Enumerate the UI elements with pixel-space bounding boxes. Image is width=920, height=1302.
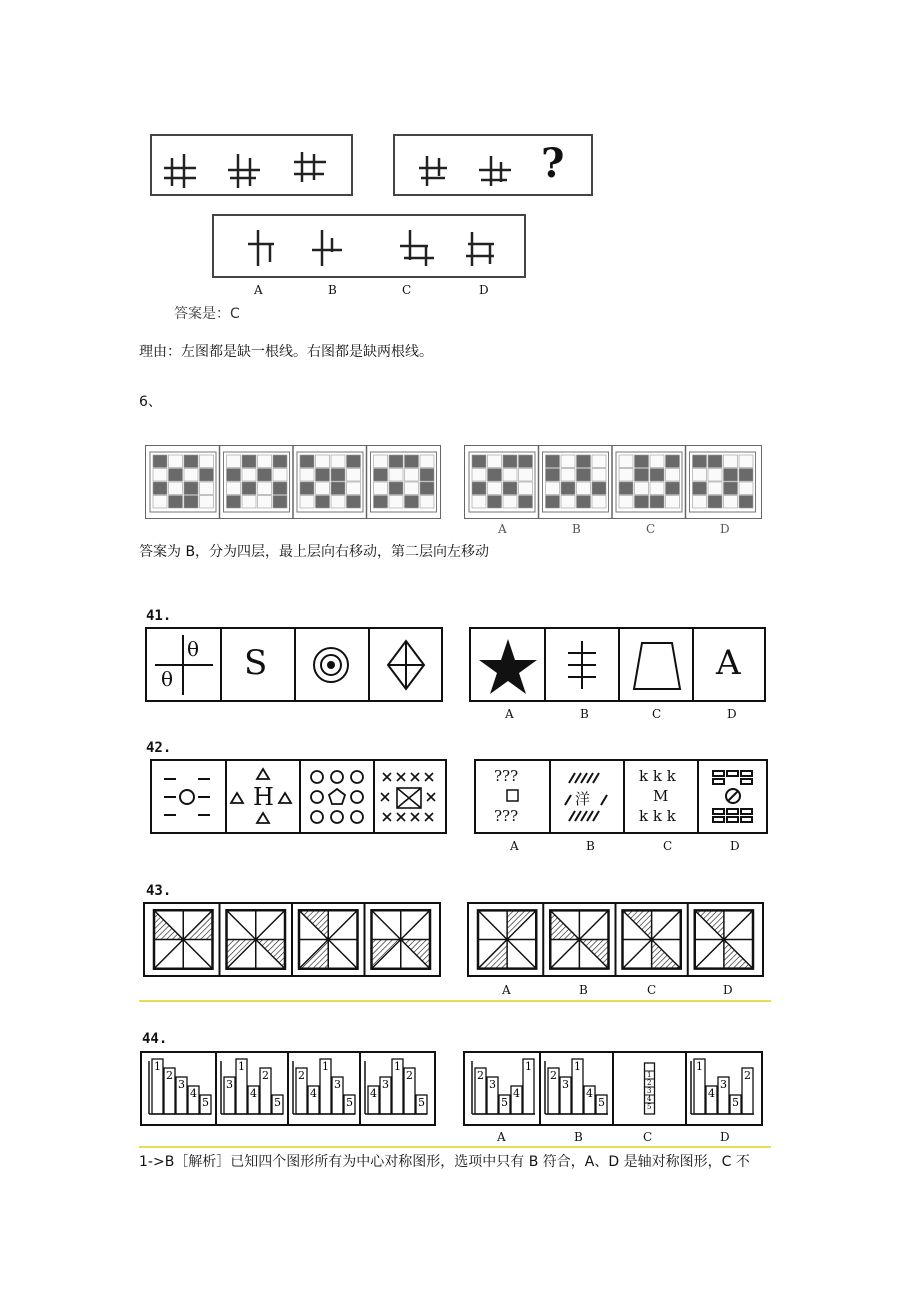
q42-opt-a (476, 761, 551, 832)
svg-text:4: 4 (647, 1095, 652, 1103)
q6-grid-cell (561, 482, 575, 495)
svg-text:1: 1 (394, 1060, 401, 1073)
q44-label-a: A (497, 1130, 506, 1144)
q5-left-glyphs (152, 136, 352, 196)
q6-grid-cell (153, 482, 167, 495)
q42-opt-b (551, 761, 625, 832)
q6-grid-cell (472, 496, 486, 509)
q6-grid-cell (724, 496, 738, 509)
q6-grid-cell (389, 496, 403, 509)
q41-q-cell-4 (370, 629, 443, 700)
q6-grid-cell (227, 455, 241, 468)
svg-text:5: 5 (202, 1096, 209, 1109)
q42-label-d: D (730, 839, 740, 853)
q6-grid-2 (224, 446, 294, 518)
q43-number: 43. (146, 883, 172, 899)
q43-label-c: C (647, 983, 657, 997)
q6-grid-cell (592, 496, 606, 509)
q6-label-a: A (498, 522, 507, 536)
svg-text:3: 3 (382, 1078, 389, 1091)
q41-opt-d (694, 629, 766, 700)
q5-question-mark: ? (541, 140, 565, 187)
q6-grid-cell (242, 455, 256, 468)
svg-text:4: 4 (190, 1087, 197, 1100)
q6-grid-set (146, 446, 440, 518)
q6-grid-cell (546, 455, 560, 468)
q6-grid-cell (739, 496, 753, 509)
svg-text:3: 3 (720, 1078, 727, 1091)
q6-grid-4 (371, 452, 437, 512)
q6-grid-cell (300, 496, 314, 509)
q42-letter-m: M (653, 787, 669, 805)
q6-grid-cell (693, 496, 707, 509)
q42-q-cell-1 (152, 761, 227, 832)
q6-grid-cell (693, 482, 707, 495)
q41-concentric-circles (296, 629, 368, 701)
q5-right-panel (393, 134, 593, 196)
q6-grid-cell (577, 469, 591, 482)
q5-option-glyphs (214, 216, 524, 276)
q6-grid-cell (331, 455, 345, 468)
q6-grid-cell (184, 469, 198, 482)
q6-grid-cell (635, 482, 649, 495)
q5-reason: 理由：左图都是缺一根线。右图都是缺两根线。 (139, 344, 433, 360)
q44-label-d: D (720, 1130, 730, 1144)
q6-grid-cell (592, 455, 606, 468)
q42-kkk-bottom: k k k (639, 807, 676, 825)
q6-grid-cell (300, 469, 314, 482)
q6-label-b: B (572, 522, 581, 536)
q42-q-cell-3 (301, 761, 375, 832)
q6-grid-cell (635, 455, 649, 468)
q42-label-b: B (586, 839, 595, 853)
svg-text:4: 4 (370, 1087, 377, 1100)
q43-square-set (145, 904, 439, 975)
q44-question-panel (140, 1051, 436, 1126)
q6-grid-cell (503, 496, 517, 509)
q43-square-set (469, 904, 762, 975)
q42-crosses-box (375, 761, 447, 833)
q6-grid-cell (227, 496, 241, 509)
q6-grid-cell (693, 455, 707, 468)
q6-grid-1 (469, 446, 539, 518)
svg-text:1: 1 (696, 1060, 703, 1073)
q6-grid-cell (273, 469, 287, 482)
q6-grid-3 (616, 446, 686, 518)
q6-grid-cell (405, 482, 419, 495)
svg-text:2: 2 (406, 1069, 413, 1082)
q6-grid-cell (200, 482, 214, 495)
q6-grid-cell (650, 496, 664, 509)
q6-grid-cell (592, 482, 606, 495)
svg-text:3: 3 (334, 1078, 341, 1091)
q6-grid-cell (374, 496, 388, 509)
q6-grid-set (465, 446, 759, 518)
q6-grid-cell (503, 455, 517, 468)
q6-grid-cell (153, 469, 167, 482)
q5-left-panel (150, 134, 353, 196)
q6-grid-cell (331, 482, 345, 495)
q6-grid-cell (472, 482, 486, 495)
svg-text:2: 2 (298, 1069, 305, 1082)
svg-text:3: 3 (562, 1078, 569, 1091)
q6-grid-cell (635, 469, 649, 482)
q6-grid-cell (316, 482, 330, 495)
q6-grid-cell (420, 496, 434, 509)
q44-bar-set (142, 1053, 434, 1124)
q42-kkk-top: k k k (639, 767, 676, 785)
q6-grid-cell (227, 482, 241, 495)
q6-grid-cell (488, 496, 502, 509)
q6-grid-cell (619, 455, 633, 468)
q5-label-b: B (328, 283, 337, 297)
q6-grid-cell (300, 482, 314, 495)
q6-grid-cell (666, 455, 680, 468)
q6-grid-cell (546, 482, 560, 495)
q6-grid-cell (316, 469, 330, 482)
q6-grid-cell (374, 482, 388, 495)
q44-options-panel (463, 1051, 763, 1126)
q6-grid-cell (273, 482, 287, 495)
q6-grid-cell (708, 469, 722, 482)
q6-grid-cell (389, 469, 403, 482)
svg-text:1: 1 (574, 1060, 581, 1073)
q5-label-a: A (254, 283, 263, 297)
svg-text:2: 2 (647, 1079, 652, 1087)
q41-theta-bottom: θ (161, 667, 174, 691)
q6-grid-cell (258, 469, 272, 482)
q6-grid-cell (169, 455, 183, 468)
q6-grid-cell (347, 455, 361, 468)
q44-explanation: 1->B［解析］已知四个图形所有为中心对称图形，选项中只有 B 符合，A、D 是轴对称图形，C 不 (139, 1154, 750, 1170)
q6-grid-cell (347, 482, 361, 495)
q43-label-b: B (579, 983, 588, 997)
q6-grid-cell (519, 482, 533, 495)
svg-text:2: 2 (550, 1069, 557, 1082)
q6-grid-1 (150, 446, 220, 518)
q6-grid-cell (200, 455, 214, 468)
q6-grid-cell (316, 496, 330, 509)
q41-opt-a (471, 629, 546, 700)
q5-options-panel (212, 214, 526, 278)
q5-label-c: C (402, 283, 412, 297)
q6-grid-cell (577, 455, 591, 468)
q6-grid-cell (650, 455, 664, 468)
q42-dashes-circle (152, 761, 226, 833)
q6-grid-2 (543, 446, 613, 518)
q6-grid-cell (420, 482, 434, 495)
svg-text:2: 2 (477, 1069, 484, 1082)
svg-text:4: 4 (586, 1087, 593, 1100)
q6-grid-cell (503, 482, 517, 495)
svg-text:4: 4 (250, 1087, 257, 1100)
q6-grid-cell (316, 455, 330, 468)
svg-text:5: 5 (647, 1103, 652, 1111)
q6-grid-cell (739, 482, 753, 495)
q6-grid-4 (690, 452, 756, 512)
q6-grid-cell (405, 496, 419, 509)
q6-answer: 答案为 B，分为四层，最上层向右移动，第二层向左移动 (139, 544, 490, 560)
q6-grid-cell (708, 496, 722, 509)
q6-grid-cell (546, 496, 560, 509)
svg-text:3: 3 (226, 1078, 233, 1091)
q41-label-c: C (652, 707, 662, 721)
q6-grid-cell (200, 469, 214, 482)
svg-text:5: 5 (274, 1096, 281, 1109)
q41-theta-top: θ (187, 637, 200, 661)
q42-number: 42. (146, 740, 172, 756)
q6-label-c: C (646, 522, 656, 536)
q6-grid-cell (227, 469, 241, 482)
q6-grid-cell (347, 496, 361, 509)
svg-text:2: 2 (744, 1069, 751, 1082)
q6-grid-cell (273, 496, 287, 509)
q6-grid-cell (184, 455, 198, 468)
q42-q-cell-4 (375, 761, 447, 832)
q6-grid-cell (389, 455, 403, 468)
q42-opt-c (625, 761, 699, 832)
q5-answer: 答案是：C (174, 306, 240, 322)
svg-text:2: 2 (262, 1069, 269, 1082)
q42-qmarks-bottom: ??? (494, 807, 519, 825)
q41-options-panel (469, 627, 766, 702)
q42-blocks-circle (699, 761, 769, 833)
q6-grid-cell (347, 469, 361, 482)
q42-options-panel (474, 759, 768, 834)
q6-grid-cell (169, 496, 183, 509)
q41-letter-a: A (716, 643, 741, 683)
q6-grid-cell (666, 482, 680, 495)
q6-grid-cell (242, 482, 256, 495)
q42-q-cell-2 (227, 761, 301, 832)
q42-qmarks-top: ??? (494, 767, 519, 785)
q6-grid-cell (374, 455, 388, 468)
q6-grid-cell (546, 469, 560, 482)
q6-grid-cell (169, 469, 183, 482)
svg-text:3: 3 (647, 1087, 652, 1095)
q6-grid-cell (488, 455, 502, 468)
q41-opt-c (620, 629, 694, 700)
q6-grid-cell (488, 482, 502, 495)
q44-bar-set (465, 1053, 761, 1124)
separator-line (139, 1000, 771, 1002)
svg-text:2: 2 (166, 1069, 173, 1082)
q6-grid-cell (650, 469, 664, 482)
q6-grid-cell (153, 496, 167, 509)
q6-grid-cell (300, 455, 314, 468)
q6-grid-cell (405, 469, 419, 482)
svg-text:3: 3 (489, 1078, 496, 1091)
separator-line (139, 1146, 771, 1148)
q44-number: 44. (142, 1031, 168, 1047)
q41-label-d: D (727, 707, 737, 721)
svg-text:5: 5 (732, 1096, 739, 1109)
q43-label-a: A (502, 983, 511, 997)
q6-grid-cell (561, 469, 575, 482)
q6-grid-cell (169, 482, 183, 495)
svg-text:1: 1 (322, 1060, 329, 1073)
q6-grid-cell (577, 496, 591, 509)
q6-label-d: D (720, 522, 730, 536)
q6-grid-cell (242, 469, 256, 482)
q6-grid-cell (405, 455, 419, 468)
q6-grid-cell (708, 455, 722, 468)
q6-grid-cell (693, 469, 707, 482)
q6-grid-cell (650, 482, 664, 495)
q6-grid-cell (258, 496, 272, 509)
q6-grid-cell (666, 469, 680, 482)
q6-grid-cell (561, 455, 575, 468)
q41-q-cell-3 (296, 629, 370, 700)
q6-grid-cell (258, 455, 272, 468)
q6-grid-cell (488, 469, 502, 482)
q6-grid-cell (561, 496, 575, 509)
q6-grid-cell (724, 482, 738, 495)
q42-opt-d (699, 761, 768, 832)
q6-grid-cell (273, 455, 287, 468)
q5-label-d: D (479, 283, 489, 297)
svg-text:5: 5 (346, 1096, 353, 1109)
q6-grid-cell (577, 482, 591, 495)
svg-text:3: 3 (178, 1078, 185, 1091)
svg-text:5: 5 (598, 1096, 605, 1109)
q6-grid-3 (297, 446, 367, 518)
q6-grid-cell (619, 482, 633, 495)
q44-label-b: B (574, 1130, 583, 1144)
q6-number: 6、 (139, 394, 162, 410)
q41-cross-theta (147, 629, 221, 701)
q6-grid-cell (420, 469, 434, 482)
q43-options-panel (467, 902, 764, 977)
q42-question-panel (150, 759, 447, 834)
q41-diamond (370, 629, 442, 701)
q6-grid-cell (200, 496, 214, 509)
q6-grid-cell (258, 482, 272, 495)
svg-text:4: 4 (310, 1087, 317, 1100)
q41-label-b: B (580, 707, 589, 721)
q6-grid-cell (724, 455, 738, 468)
q43-label-d: D (723, 983, 733, 997)
q42-letter-h: H (253, 783, 274, 811)
q6-grid-cell (619, 496, 633, 509)
q6-grid-cell (331, 496, 345, 509)
q6-grid-cell (184, 482, 198, 495)
q42-char-yang: 洋 (575, 790, 591, 808)
q6-grid-cell (708, 482, 722, 495)
q6-question-strip (145, 445, 441, 519)
q41-number: 41. (146, 608, 172, 624)
q41-opt-b (546, 629, 620, 700)
svg-text:4: 4 (708, 1087, 715, 1100)
svg-text:1: 1 (154, 1060, 161, 1073)
svg-text:1: 1 (525, 1060, 532, 1073)
q41-q-cell-1 (147, 629, 222, 700)
q6-grid-cell (519, 496, 533, 509)
svg-text:1: 1 (647, 1071, 652, 1079)
q6-grid-cell (503, 469, 517, 482)
q6-grid-cell (619, 469, 633, 482)
q42-label-a: A (510, 839, 519, 853)
svg-text:5: 5 (501, 1096, 508, 1109)
q6-grid-cell (389, 482, 403, 495)
svg-text:1: 1 (238, 1060, 245, 1073)
q6-grid-cell (331, 469, 345, 482)
q41-trapezoid (620, 629, 692, 701)
svg-text:4: 4 (513, 1087, 520, 1100)
q6-grid-cell (242, 496, 256, 509)
q5-right-glyphs (395, 136, 525, 196)
q6-grid-cell (635, 496, 649, 509)
q42-circles-pentagon (301, 761, 373, 833)
q44-label-c: C (643, 1130, 653, 1144)
q6-options-strip (464, 445, 762, 519)
q6-grid-cell (739, 469, 753, 482)
q41-triple-bar (546, 629, 618, 701)
q6-grid-cell (184, 496, 198, 509)
q41-question-panel (145, 627, 443, 702)
q6-grid-cell (153, 455, 167, 468)
q41-label-a: A (505, 707, 514, 721)
q6-grid-cell (519, 455, 533, 468)
q6-grid-cell (739, 455, 753, 468)
svg-text:5: 5 (418, 1096, 425, 1109)
q41-q-cell-2 (222, 629, 296, 700)
q6-grid-cell (472, 455, 486, 468)
q6-grid-cell (420, 455, 434, 468)
star-icon (471, 629, 545, 701)
q6-grid-cell (519, 469, 533, 482)
q6-grid-cell (592, 469, 606, 482)
q41-letter-s: S (244, 643, 268, 683)
q43-question-panel (143, 902, 441, 977)
q42-label-c: C (663, 839, 673, 853)
q6-grid-cell (374, 469, 388, 482)
q6-grid-cell (472, 469, 486, 482)
q6-grid-cell (666, 496, 680, 509)
q6-grid-cell (724, 469, 738, 482)
